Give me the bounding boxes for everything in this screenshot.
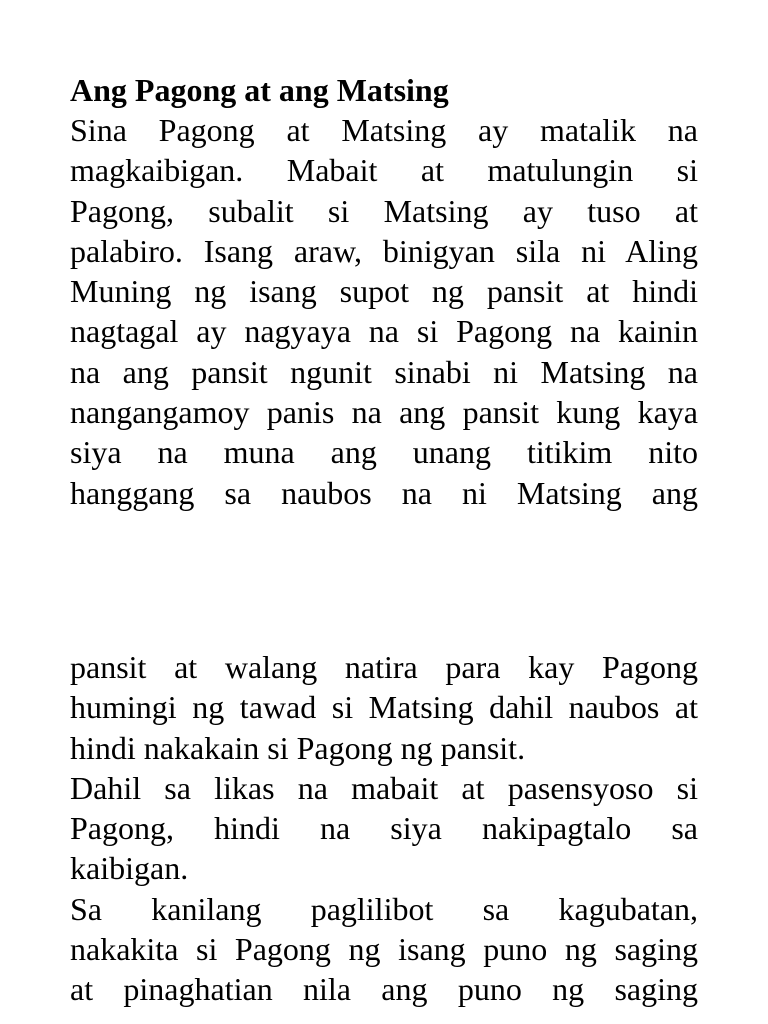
story-title: Ang Pagong at ang Matsing — [70, 72, 449, 108]
document-page — [70, 70, 698, 1010]
text-line: nakakita si Pagong ng isang puno ng saging — [70, 931, 698, 968]
text-line: at pinaghatian nila ang puno ng saging — [70, 971, 698, 1008]
text-line: Muning ng isang supot ng pansit at hindi — [70, 273, 698, 310]
text-line: pansit at walang natira para kay Pagong — [70, 648, 698, 685]
text-line: humingi ng tawad si Matsing dahil naubos at — [70, 689, 698, 726]
text-line: na ang pansit ngunit sinabi ni Matsing na — [70, 353, 698, 390]
text-line: siya na muna ang unang titikim nito — [70, 434, 698, 471]
text-line: nagtagal ay nagyaya na si Pagong na kainin — [70, 313, 698, 350]
text-line: Pagong, subalit si Matsing ay tuso at — [70, 192, 698, 229]
text-line: hanggang sa naubos na ni Matsing ang — [70, 474, 698, 511]
page-break-gap — [70, 513, 698, 647]
paragraph-1-continued — [70, 647, 698, 768]
text-line: Sa kanilang paglilibot sa kagubatan, — [70, 890, 698, 927]
text-line: hindi nakakain si Pagong ng pansit. — [70, 729, 526, 766]
paragraph-3 — [70, 889, 698, 1010]
text-line: Sina Pagong at Matsing ay matalik na — [70, 112, 698, 148]
paragraph-2 — [70, 768, 698, 889]
text-line: Pagong, hindi na siya nakipagtalo sa — [70, 810, 698, 847]
text-line: kaibigan. — [70, 850, 189, 887]
text-line: magkaibigan. Mabait at matulungin si — [70, 152, 698, 189]
text-line: palabiro. Isang araw, binigyan sila ni Aling — [70, 232, 698, 269]
text-line: Dahil sa likas na mabait at pasensyoso si — [70, 769, 698, 806]
paragraph-1 — [70, 110, 698, 513]
text-line: nangangamoy panis na ang pansit kung kaya — [70, 394, 698, 431]
